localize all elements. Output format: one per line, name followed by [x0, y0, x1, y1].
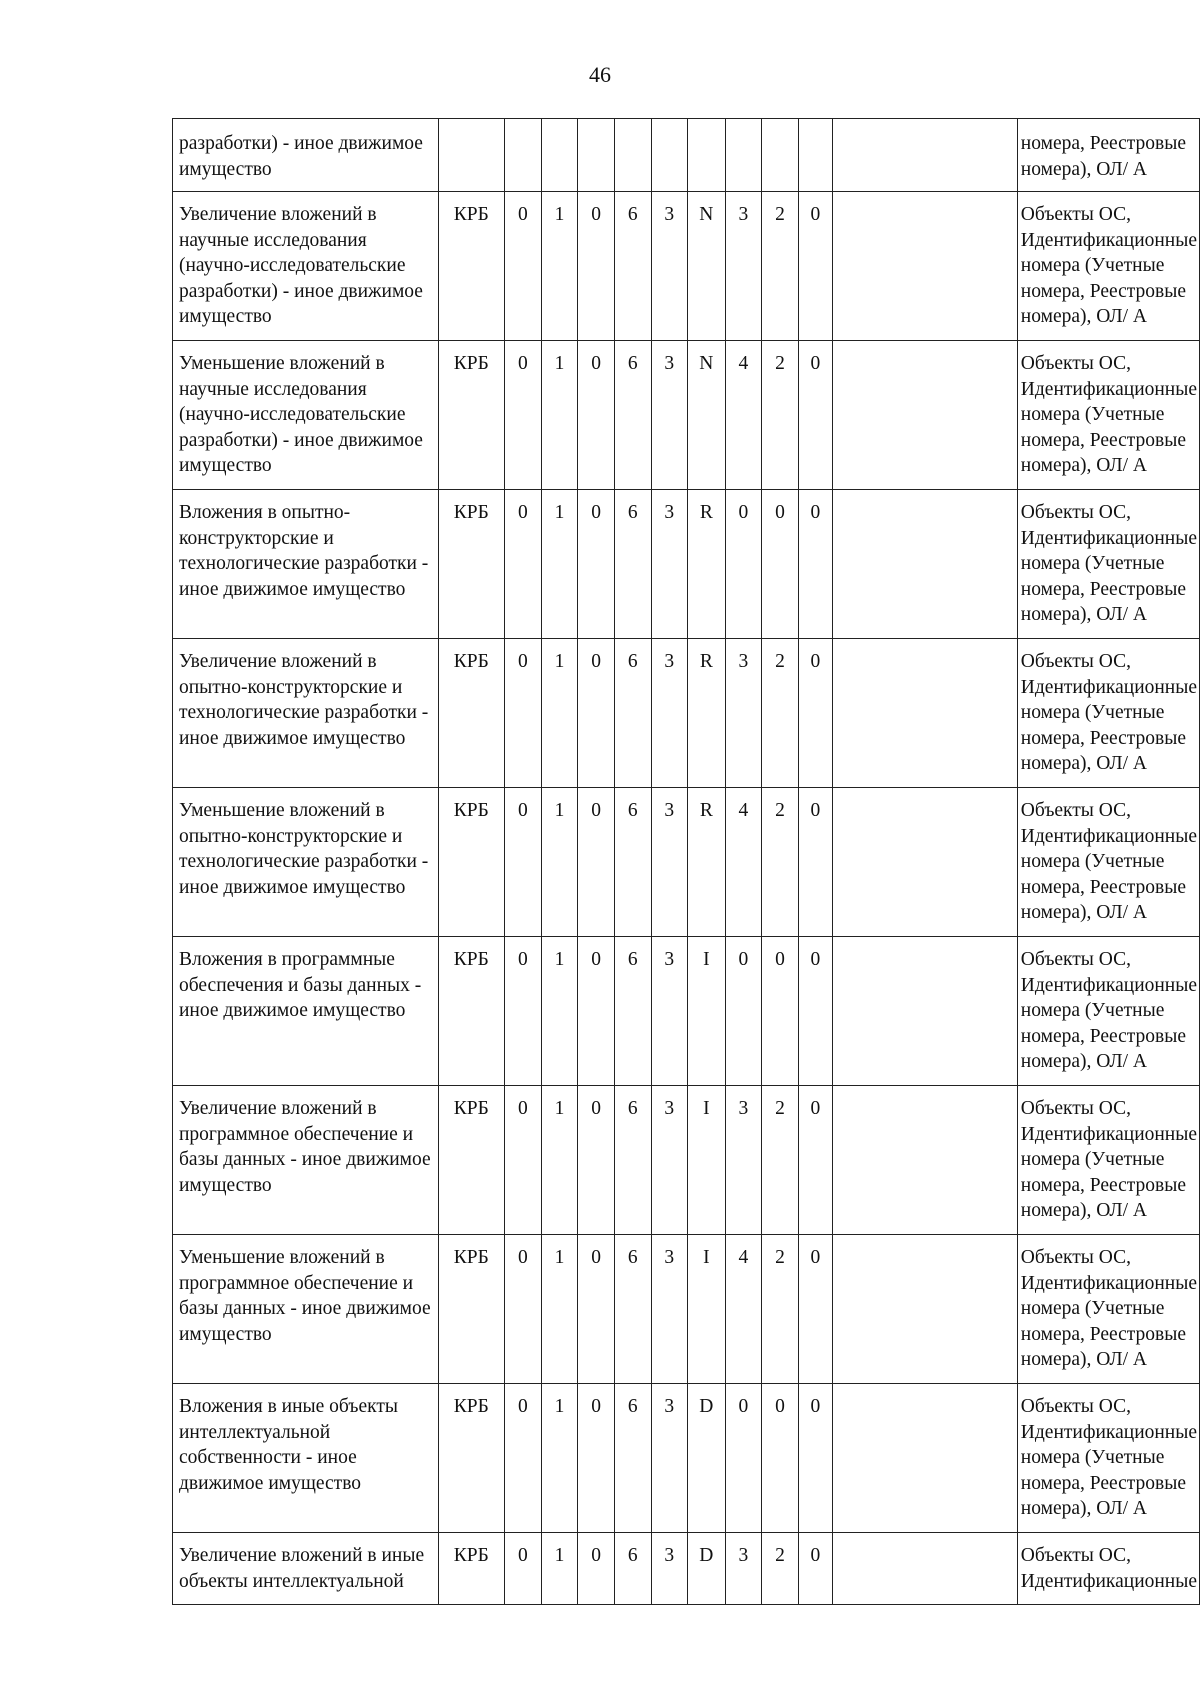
account-digit-cell: 3: [725, 639, 762, 788]
account-digit-cell: D: [688, 1384, 725, 1533]
account-name-cell: Увеличение вложений в программное обеспечение и базы данных - иное движимое имущество: [173, 1086, 439, 1235]
account-digit-cell: 4: [725, 1235, 762, 1384]
account-digit-cell: 3: [725, 192, 762, 341]
account-digit-cell: 6: [614, 490, 651, 639]
account-name-cell: Уменьшение вложений в опытно-конструкторские и технологические разработки - иное движимое имущество: [173, 788, 439, 937]
account-digit-cell: 0: [578, 341, 615, 490]
kfo-cell: КРБ: [438, 937, 504, 1086]
account-name-cell: Увеличение вложений в научные исследования (научно-исследовательские разработки) - иное движимое имущество: [173, 192, 439, 341]
account-digit-cell: 0: [505, 1086, 542, 1235]
kfo-cell: КРБ: [438, 639, 504, 788]
account-digit-cell: 3: [651, 639, 688, 788]
account-digit-cell: 0: [725, 490, 762, 639]
account-digit-cell: 1: [541, 1384, 578, 1533]
account-digit-cell: 0: [798, 1384, 832, 1533]
account-digit-cell: 1: [541, 1086, 578, 1235]
account-digit-cell: [578, 119, 615, 192]
account-digit-cell: 6: [614, 1384, 651, 1533]
account-digit-cell: [541, 119, 578, 192]
account-digit-cell: 2: [762, 788, 799, 937]
table-row: [173, 788, 1200, 937]
analytics-cell: Объекты ОС, Идентификационные номера (Учетные номера, Реестровые номера), ОЛ/ А: [1017, 788, 1199, 937]
account-digit-cell: 6: [614, 192, 651, 341]
account-digit-cell: [833, 119, 1018, 192]
account-digit-cell: 0: [798, 192, 832, 341]
account-digit-cell: 0: [725, 937, 762, 1086]
account-digit-cell: 0: [578, 1384, 615, 1533]
account-digit-cell: 3: [651, 1384, 688, 1533]
account-digit-cell: 0: [798, 1086, 832, 1235]
account-digit-cell: 2: [762, 639, 799, 788]
account-digit-cell: 0: [725, 1384, 762, 1533]
account-digit-cell: I: [688, 1235, 725, 1384]
account-digit-cell: R: [688, 788, 725, 937]
account-digit-cell: 3: [651, 1235, 688, 1384]
account-digit-cell: [833, 788, 1018, 937]
analytics-cell: Объекты ОС, Идентификационные номера (Учетные номера, Реестровые номера), ОЛ/ А: [1017, 192, 1199, 341]
account-digit-cell: 0: [578, 788, 615, 937]
account-digit-cell: R: [688, 490, 725, 639]
account-digit-cell: [688, 119, 725, 192]
analytics-cell: Объекты ОС, Идентификационные номера (Учетные номера, Реестровые номера), ОЛ/ А: [1017, 1384, 1199, 1533]
account-digit-cell: 0: [798, 639, 832, 788]
account-digit-cell: 3: [725, 1533, 762, 1605]
account-digit-cell: 1: [541, 788, 578, 937]
account-digit-cell: 0: [578, 937, 615, 1086]
analytics-cell: Объекты ОС, Идентификационные номера (Учетные номера, Реестровые номера), ОЛ/ А: [1017, 1235, 1199, 1384]
account-digit-cell: 1: [541, 639, 578, 788]
account-digit-cell: [833, 639, 1018, 788]
account-digit-cell: N: [688, 192, 725, 341]
table-row: [173, 341, 1200, 490]
account-digit-cell: 1: [541, 341, 578, 490]
table-row: [173, 1235, 1200, 1384]
account-digit-cell: [833, 1384, 1018, 1533]
account-digit-cell: 1: [541, 192, 578, 341]
analytics-cell: Объекты ОС, Идентификационные номера (Учетные номера, Реестровые номера), ОЛ/ А: [1017, 341, 1199, 490]
account-digit-cell: 0: [505, 192, 542, 341]
account-digit-cell: 0: [505, 1235, 542, 1384]
account-digit-cell: [833, 1533, 1018, 1605]
table-row: [173, 1533, 1200, 1605]
account-digit-cell: 0: [762, 1384, 799, 1533]
account-digit-cell: [833, 490, 1018, 639]
account-digit-cell: 1: [541, 1533, 578, 1605]
account-digit-cell: 0: [798, 1235, 832, 1384]
account-digit-cell: 0: [762, 490, 799, 639]
account-digit-cell: 0: [505, 639, 542, 788]
kfo-cell: КРБ: [438, 192, 504, 341]
account-digit-cell: 0: [578, 1533, 615, 1605]
account-digit-cell: [505, 119, 542, 192]
account-digit-cell: 0: [578, 1235, 615, 1384]
account-digit-cell: 0: [798, 341, 832, 490]
account-digit-cell: 6: [614, 1086, 651, 1235]
account-digit-cell: 3: [651, 1533, 688, 1605]
account-digit-cell: 3: [651, 937, 688, 1086]
account-name-cell: Вложения в программные обеспечения и базы данных - иное движимое имущество: [173, 937, 439, 1086]
kfo-cell: КРБ: [438, 1384, 504, 1533]
account-digit-cell: 0: [505, 937, 542, 1086]
account-digit-cell: 0: [505, 341, 542, 490]
table-row: [173, 192, 1200, 341]
analytics-cell: Объекты ОС, Идентификационные номера (Учетные номера, Реестровые номера), ОЛ/ А: [1017, 639, 1199, 788]
analytics-cell: Объекты ОС, Идентификационные номера (Учетные номера, Реестровые номера), ОЛ/ А: [1017, 490, 1199, 639]
table-row: [173, 1384, 1200, 1533]
account-digit-cell: 0: [505, 788, 542, 937]
account-digit-cell: D: [688, 1533, 725, 1605]
account-digit-cell: 4: [725, 788, 762, 937]
account-digit-cell: N: [688, 341, 725, 490]
account-digit-cell: [833, 341, 1018, 490]
account-digit-cell: 6: [614, 639, 651, 788]
account-digit-cell: 2: [762, 1235, 799, 1384]
kfo-cell: КРБ: [438, 788, 504, 937]
account-digit-cell: 0: [798, 788, 832, 937]
account-digit-cell: 0: [762, 937, 799, 1086]
account-digit-cell: [833, 192, 1018, 341]
account-digit-cell: I: [688, 937, 725, 1086]
account-digit-cell: 6: [614, 788, 651, 937]
account-digit-cell: 3: [725, 1086, 762, 1235]
account-name-cell: Вложения в иные объекты интеллектуальной собственности - иное движимое имущество: [173, 1384, 439, 1533]
analytics-cell: номера, Реестровые номера), ОЛ/ А: [1017, 119, 1199, 192]
account-digit-cell: 3: [651, 490, 688, 639]
account-name-cell: Вложения в опытно-конструкторские и технологические разработки - иное движимое имущество: [173, 490, 439, 639]
account-digit-cell: 0: [505, 490, 542, 639]
account-name-cell: разработки) - иное движимое имущество: [173, 119, 439, 192]
account-digit-cell: 0: [798, 490, 832, 639]
account-digit-cell: 2: [762, 1533, 799, 1605]
accounts-table: [172, 118, 1200, 1605]
account-digit-cell: 0: [505, 1533, 542, 1605]
account-digit-cell: 3: [651, 192, 688, 341]
account-digit-cell: 3: [651, 341, 688, 490]
account-digit-cell: 0: [578, 1086, 615, 1235]
account-digit-cell: 0: [578, 192, 615, 341]
kfo-cell: КРБ: [438, 341, 504, 490]
account-digit-cell: 1: [541, 490, 578, 639]
table-row: [173, 937, 1200, 1086]
accounts-table-body: [173, 119, 1200, 1605]
account-digit-cell: R: [688, 639, 725, 788]
account-digit-cell: [833, 1235, 1018, 1384]
account-digit-cell: 0: [798, 1533, 832, 1605]
kfo-cell: КРБ: [438, 1086, 504, 1235]
account-digit-cell: 4: [725, 341, 762, 490]
account-digit-cell: 3: [651, 788, 688, 937]
account-digit-cell: 6: [614, 341, 651, 490]
page-number: 46: [589, 62, 611, 87]
account-digit-cell: 2: [762, 192, 799, 341]
account-name-cell: Уменьшение вложений в программное обеспечение и базы данных - иное движимое имущество: [173, 1235, 439, 1384]
account-digit-cell: 1: [541, 937, 578, 1086]
account-digit-cell: 6: [614, 937, 651, 1086]
table-row: [173, 490, 1200, 639]
account-digit-cell: [798, 119, 832, 192]
table-row: [173, 1086, 1200, 1235]
account-digit-cell: [725, 119, 762, 192]
account-digit-cell: [833, 1086, 1018, 1235]
account-digit-cell: I: [688, 1086, 725, 1235]
analytics-cell: Объекты ОС, Идентификационные номера (Учетные номера, Реестровые номера), ОЛ/ А: [1017, 1086, 1199, 1235]
kfo-cell: [438, 119, 504, 192]
kfo-cell: КРБ: [438, 490, 504, 639]
account-digit-cell: 0: [578, 639, 615, 788]
account-digit-cell: [651, 119, 688, 192]
account-digit-cell: 0: [578, 490, 615, 639]
account-digit-cell: 0: [505, 1384, 542, 1533]
account-name-cell: Увеличение вложений в опытно-конструкторские и технологические разработки - иное движимое имущество: [173, 639, 439, 788]
account-digit-cell: 2: [762, 1086, 799, 1235]
account-digit-cell: 3: [651, 1086, 688, 1235]
account-digit-cell: 2: [762, 341, 799, 490]
kfo-cell: КРБ: [438, 1533, 504, 1605]
analytics-cell: Объекты ОС, Идентификационные номера (Учетные номера, Реестровые номера), ОЛ/ А: [1017, 937, 1199, 1086]
account-digit-cell: 6: [614, 1533, 651, 1605]
account-digit-cell: [762, 119, 799, 192]
account-digit-cell: [614, 119, 651, 192]
account-name-cell: Уменьшение вложений в научные исследования (научно-исследовательские разработки) - иное движимое имущество: [173, 341, 439, 490]
kfo-cell: КРБ: [438, 1235, 504, 1384]
table-row: [173, 639, 1200, 788]
analytics-cell: Объекты ОС, Идентификационные: [1017, 1533, 1199, 1605]
account-digit-cell: 6: [614, 1235, 651, 1384]
account-digit-cell: 0: [798, 937, 832, 1086]
table-row: [173, 119, 1200, 192]
account-digit-cell: 1: [541, 1235, 578, 1384]
account-digit-cell: [833, 937, 1018, 1086]
account-name-cell: Увеличение вложений в иные объекты интеллектуальной: [173, 1533, 439, 1605]
